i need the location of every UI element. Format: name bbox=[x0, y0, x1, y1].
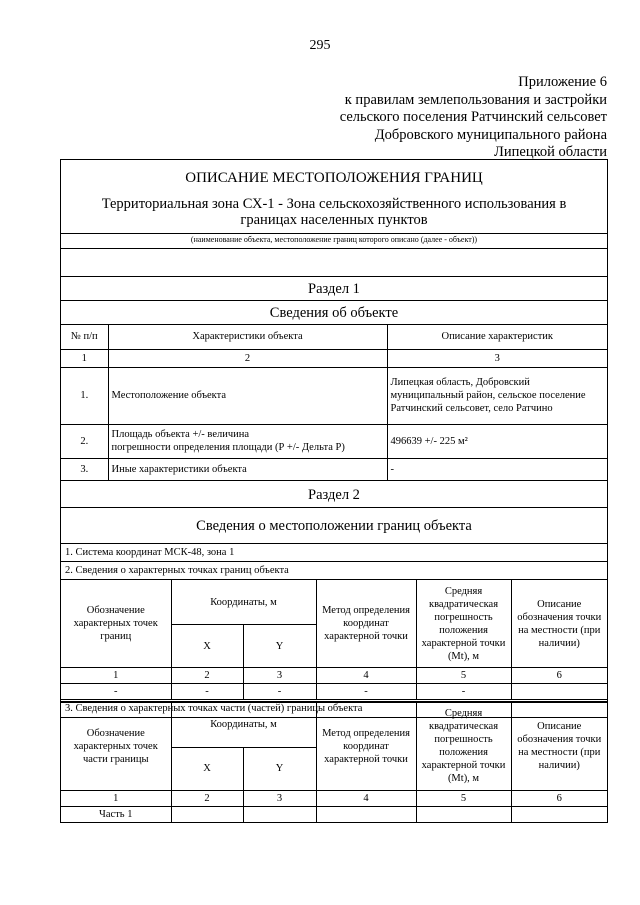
boundary-parts-table bbox=[61, 703, 607, 822]
header-cell: Обозначение характерных точек части границы bbox=[61, 703, 171, 790]
boundary-parts-box bbox=[60, 701, 608, 823]
header-cell: Метод определения координат характерной точки bbox=[316, 580, 416, 668]
number-cell: 5 bbox=[416, 668, 511, 684]
appendix-line: Приложение 6 bbox=[518, 74, 607, 90]
form-title: ОПИСАНИЕ МЕСТОПОЛОЖЕНИЯ ГРАНИЦ bbox=[185, 170, 483, 186]
header-cell: № п/п bbox=[61, 325, 108, 349]
header-cell: Метод определения координат характерной точки bbox=[316, 703, 416, 790]
table-row bbox=[61, 458, 607, 480]
appendix-line: к правилам землепользования и застройки bbox=[344, 91, 607, 108]
header-cell: Средняя квадратическая погрешность положения характерной точки (Mt), м bbox=[416, 703, 511, 790]
table-row bbox=[61, 668, 607, 684]
number-cell: 2 bbox=[108, 349, 387, 367]
header-cell: Координаты, м bbox=[171, 580, 316, 625]
table-row bbox=[61, 684, 607, 700]
table-row bbox=[61, 703, 607, 747]
appendix-line: Добровского муниципального района bbox=[374, 126, 607, 143]
header-cell: Описание обозначения точки на местности (при наличии) bbox=[511, 580, 607, 668]
zone-name-line: границах населенных пунктов bbox=[240, 212, 428, 228]
cell-line: Площадь объекта +/- величина bbox=[111, 429, 250, 440]
cell: - bbox=[316, 684, 416, 700]
header-cell: Средняя квадратическая погрешность положения характерной точки (Mt), м bbox=[416, 580, 511, 668]
page-number: 295 bbox=[309, 38, 331, 53]
appendix-block bbox=[340, 74, 607, 162]
cell: 1. bbox=[61, 367, 108, 424]
number-cell: 2 bbox=[171, 668, 243, 684]
appendix-line: Липецкой области bbox=[494, 144, 607, 160]
section1-subtitle: Сведения об объекте bbox=[61, 301, 607, 325]
cell: - bbox=[171, 684, 243, 700]
number-cell: 4 bbox=[316, 668, 416, 684]
table-row bbox=[61, 367, 607, 424]
header-cell: X bbox=[171, 747, 243, 790]
cell bbox=[511, 806, 607, 822]
object-caption: (наименование объекта, местоположение границ которого описано (далее - объект)) bbox=[61, 233, 607, 244]
table-row bbox=[61, 325, 607, 349]
header-cell: Описание характеристик bbox=[387, 325, 607, 349]
zone-name bbox=[61, 187, 607, 228]
parts-section-title: 3. Сведения о характерных точках части (частей) границы объекта bbox=[65, 703, 363, 714]
header-cell: Обозначение характерных точек границ bbox=[61, 580, 171, 668]
spacer-row bbox=[61, 249, 607, 277]
number-cell: 5 bbox=[416, 790, 511, 806]
cell bbox=[316, 806, 416, 822]
header-cell: Координаты, м bbox=[171, 703, 316, 747]
cell: - bbox=[243, 684, 316, 700]
table-row bbox=[61, 580, 607, 625]
cell: - bbox=[61, 684, 171, 700]
number-cell: 6 bbox=[511, 668, 607, 684]
table-row bbox=[61, 790, 607, 806]
header-cell: Y bbox=[243, 747, 316, 790]
table-row bbox=[61, 349, 607, 367]
cell bbox=[108, 424, 387, 458]
number-cell: 2 bbox=[171, 790, 243, 806]
cell: - bbox=[387, 458, 607, 480]
cell: 3. bbox=[61, 458, 108, 480]
boundary-points-table bbox=[61, 579, 607, 700]
number-cell: 3 bbox=[387, 349, 607, 367]
form-header bbox=[61, 160, 607, 249]
number-cell: 3 bbox=[243, 790, 316, 806]
points-section-title: 2. Сведения о характерных точках границ объекта bbox=[65, 565, 289, 576]
section2-title: Раздел 2 bbox=[61, 480, 607, 508]
number-cell: 6 bbox=[511, 790, 607, 806]
cell bbox=[511, 684, 607, 700]
table-row bbox=[61, 424, 607, 458]
cell: 496639 +/- 225 м² bbox=[387, 424, 607, 458]
number-cell: 4 bbox=[316, 790, 416, 806]
number-cell: 1 bbox=[61, 349, 108, 367]
number-cell: 1 bbox=[61, 790, 171, 806]
part-label-cell: Часть 1 bbox=[61, 806, 171, 822]
cell bbox=[243, 806, 316, 822]
section2-subtitle: Сведения о местоположении границ объекта bbox=[61, 508, 607, 544]
zone-name-line: Территориальная зона СХ-1 - Зона сельскохозяйственного использования в bbox=[101, 196, 567, 212]
cell: Местоположение объекта bbox=[108, 367, 387, 424]
header-cell: Y bbox=[243, 625, 316, 668]
object-info-table bbox=[61, 325, 607, 480]
cell bbox=[416, 806, 511, 822]
header-cell: X bbox=[171, 625, 243, 668]
coordinate-system: 1. Система координат МСК-48, зона 1 bbox=[61, 544, 607, 562]
cell: - bbox=[416, 684, 511, 700]
appendix-line: сельского поселения Ратчинский сельсовет bbox=[339, 109, 607, 125]
cell bbox=[171, 806, 243, 822]
table-row bbox=[61, 806, 607, 822]
header-cell: Характеристики объекта bbox=[108, 325, 387, 349]
number-cell: 3 bbox=[243, 668, 316, 684]
cell-line: погрешности определения площади (Р +/- Дельта Р) bbox=[111, 442, 345, 453]
cell: 2. bbox=[61, 424, 108, 458]
section1-title: Раздел 1 bbox=[61, 277, 607, 301]
number-cell: 1 bbox=[61, 668, 171, 684]
boundary-description-form bbox=[60, 159, 608, 718]
cell: Липецкая область, Добровский муниципальный район, сельское поселение Ратчинский сельсовет, село Ратчино bbox=[387, 367, 607, 424]
header-cell: Описание обозначения точки на местности (при наличии) bbox=[511, 703, 607, 790]
cell: Иные характеристики объекта bbox=[108, 458, 387, 480]
